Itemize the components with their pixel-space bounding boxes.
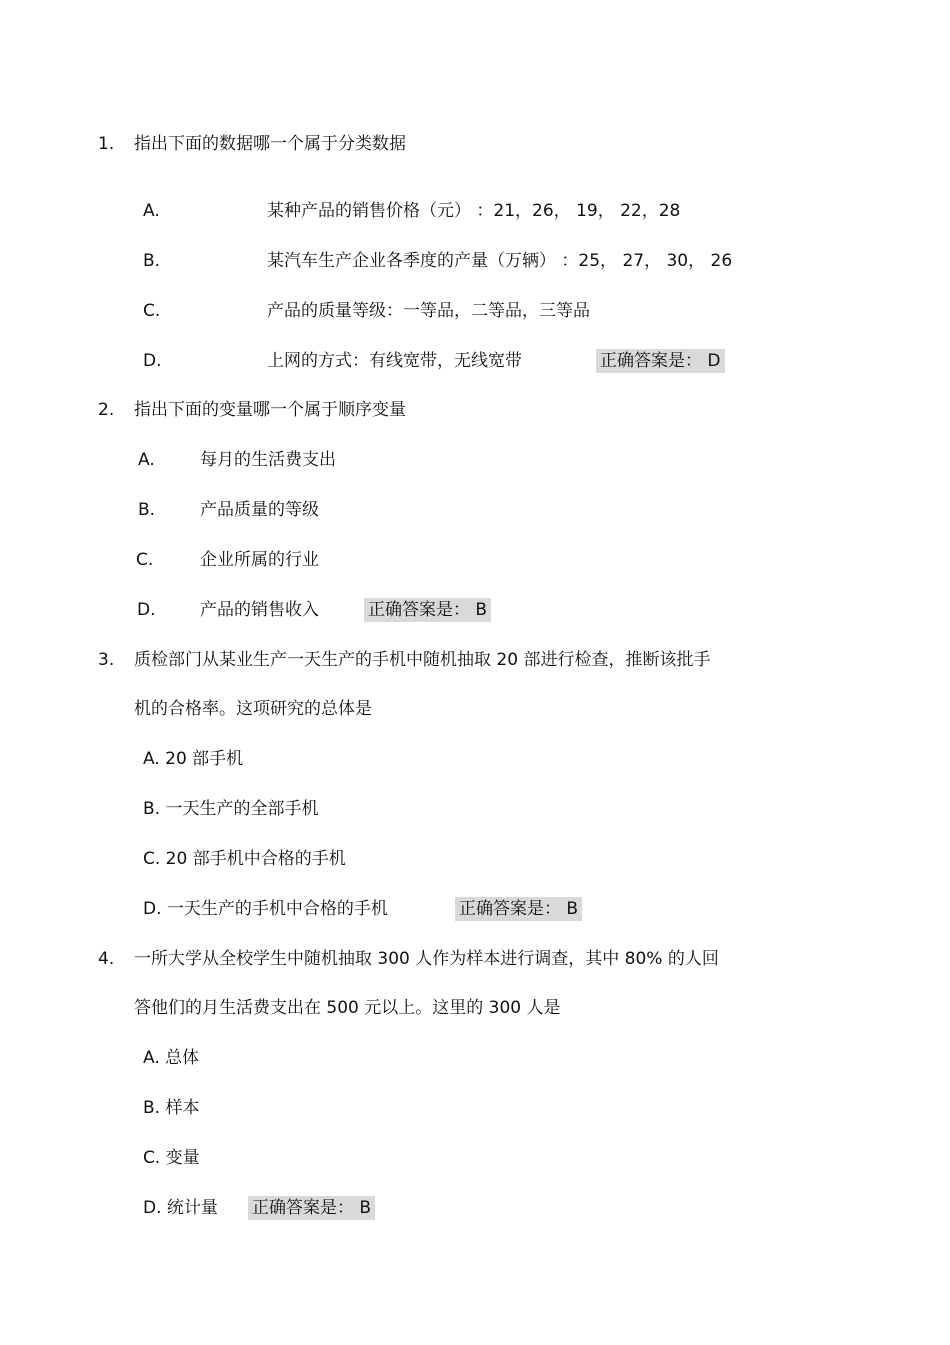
q2-option-d-label: D. [137,600,156,620]
q4-option-d: D. 统计量 [143,1198,218,1218]
q2-option-b-text: 产品质量的等级 [200,500,319,520]
question-4-number: 4. [98,949,115,969]
q1-option-b-text: 某汽车生产企业各季度的产量（万辆） ：25， 27， 30， 26 [267,251,733,271]
q1-option-c-text: 产品的质量等级：一等品，二等品，三等品 [267,301,590,321]
question-3-number: 3. [98,650,115,670]
q4-option-b: B. 样本 [143,1098,200,1118]
q2-option-a-label: A. [138,450,155,470]
question-4-stem-line1: 一所大学从全校学生中随机抽取 300 人作为样本进行调查，其中 80% 的人回 [134,949,719,969]
question-3-stem-line2: 机的合格率。这项研究的总体是 [134,699,372,719]
q1-answer: 正确答案是： D [596,349,725,373]
q2-option-c-label: C. [136,550,154,570]
q2-option-c-text: 企业所属的行业 [200,550,319,570]
q1-option-d-text: 上网的方式：有线宽带，无线宽带 [267,351,522,371]
q3-answer: 正确答案是： B [455,897,582,921]
q3-option-d: D. 一天生产的手机中合格的手机 [143,899,388,919]
question-3-stem-line1: 质检部门从某业生产一天生产的手机中随机抽取 20 部进行检查，推断该批手 [134,650,711,670]
q4-option-c: C. 变量 [143,1148,200,1168]
q1-option-a-label: A. [143,201,160,221]
question-4-stem-line2: 答他们的月生活费支出在 500 元以上。这里的 300 人是 [134,998,561,1018]
q1-option-a-text: 某种产品的销售价格（元） ：21，26， 19， 22，28 [267,201,681,221]
question-1-stem: 指出下面的数据哪一个属于分类数据 [134,134,406,154]
q1-option-b-label: B. [143,251,161,271]
q2-option-b-label: B. [138,500,156,520]
q2-answer: 正确答案是： B [364,598,491,622]
q4-option-a: A. 总体 [143,1048,200,1068]
question-2-stem: 指出下面的变量哪一个属于顺序变量 [134,400,406,420]
q2-option-a-text: 每月的生活费支出 [200,450,336,470]
q4-answer: 正确答案是： B [248,1196,375,1220]
q2-option-d-text: 产品的销售收入 [200,600,319,620]
q1-option-d-label: D. [143,351,162,371]
q3-option-b: B. 一天生产的全部手机 [143,799,319,819]
question-1-number: 1. [98,134,115,154]
q1-option-c-label: C. [143,301,161,321]
q3-option-c: C. 20 部手机中合格的手机 [143,849,346,869]
question-2-number: 2. [98,400,115,420]
q3-option-a: A. 20 部手机 [143,749,244,769]
